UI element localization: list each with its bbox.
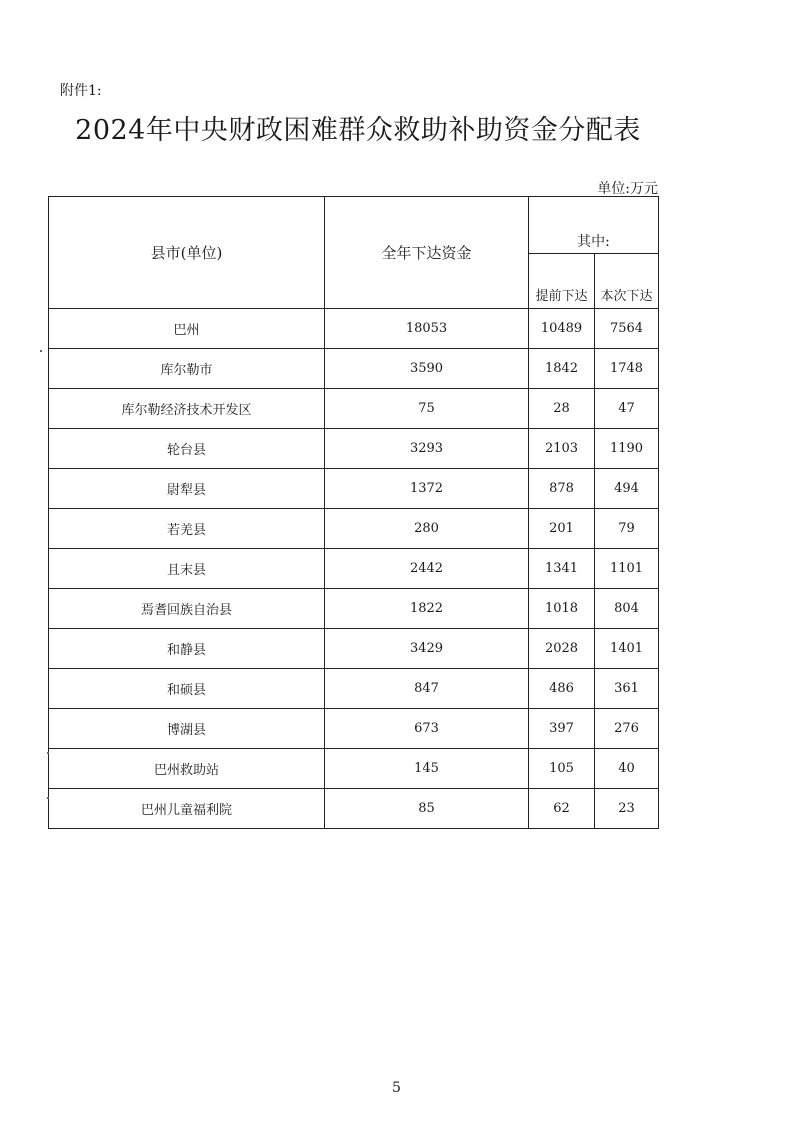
cell-advance: 10489 [529,309,595,349]
page-number: 5 [392,1080,401,1096]
cell-advance: 878 [529,469,595,509]
cell-advance: 62 [529,789,595,829]
document-title: 2024年中央财政困难群众救助补助资金分配表 [75,115,641,146]
header-row-top [49,197,659,254]
table-row [49,749,659,789]
cell-county: 焉耆回族自治县 [49,589,325,629]
cell-county: 尉犁县 [49,469,325,509]
table-row [49,709,659,749]
table-row [49,589,659,629]
cell-annual-total: 1372 [325,469,529,509]
table-row [49,789,659,829]
cell-current: 1190 [595,429,659,469]
table-body [49,197,659,829]
header-advance: 提前下达 [529,254,595,309]
cell-annual-total: 145 [325,749,529,789]
cell-county: 且末县 [49,549,325,589]
cell-annual-total: 2442 [325,549,529,589]
header-annual-total: 全年下达资金 [325,197,529,309]
cell-county: 博湖县 [49,709,325,749]
cell-annual-total: 75 [325,389,529,429]
cell-advance: 397 [529,709,595,749]
cell-annual-total: 18053 [325,309,529,349]
cell-current: 7564 [595,309,659,349]
header-of-which: 其中: [529,197,659,254]
cell-county: 和硕县 [49,669,325,709]
cell-county: 和静县 [49,629,325,669]
cell-advance: 1842 [529,349,595,389]
cell-county: 库尔勒市 [49,349,325,389]
table-row [49,549,659,589]
header-current: 本次下达 [595,254,659,309]
cell-advance: 2028 [529,629,595,669]
cell-county: 库尔勒经济技术开发区 [49,389,325,429]
table-row [49,349,659,389]
cell-county: 若羌县 [49,509,325,549]
table-row [49,669,659,709]
cell-advance: 105 [529,749,595,789]
header-county: 县市(单位) [49,197,325,309]
cell-annual-total: 85 [325,789,529,829]
cell-current: 1401 [595,629,659,669]
cell-advance: 1341 [529,549,595,589]
scan-speck [47,797,49,799]
table-row [49,509,659,549]
allocation-table [48,196,659,829]
cell-current: 79 [595,509,659,549]
cell-current: 23 [595,789,659,829]
cell-advance: 2103 [529,429,595,469]
cell-current: 276 [595,709,659,749]
cell-annual-total: 847 [325,669,529,709]
table-row [49,389,659,429]
cell-current: 47 [595,389,659,429]
table-row [49,429,659,469]
attachment-label: 附件1: [60,83,102,99]
table-row [49,629,659,669]
cell-county: 巴州 [49,309,325,349]
table-row [49,309,659,349]
table-row [49,469,659,509]
cell-advance: 1018 [529,589,595,629]
cell-annual-total: 3429 [325,629,529,669]
cell-annual-total: 1822 [325,589,529,629]
cell-annual-total: 3293 [325,429,529,469]
cell-annual-total: 673 [325,709,529,749]
cell-current: 494 [595,469,659,509]
cell-county: 巴州救助站 [49,749,325,789]
cell-current: 40 [595,749,659,789]
cell-current: 804 [595,589,659,629]
cell-county: 轮台县 [49,429,325,469]
cell-advance: 28 [529,389,595,429]
cell-current: 361 [595,669,659,709]
cell-advance: 486 [529,669,595,709]
cell-advance: 201 [529,509,595,549]
cell-annual-total: 3590 [325,349,529,389]
cell-county: 巴州儿童福利院 [49,789,325,829]
cell-current: 1748 [595,349,659,389]
cell-annual-total: 280 [325,509,529,549]
scan-speck [47,752,49,754]
cell-current: 1101 [595,549,659,589]
scan-speck [40,350,42,352]
unit-label: 单位:万元 [597,181,658,197]
